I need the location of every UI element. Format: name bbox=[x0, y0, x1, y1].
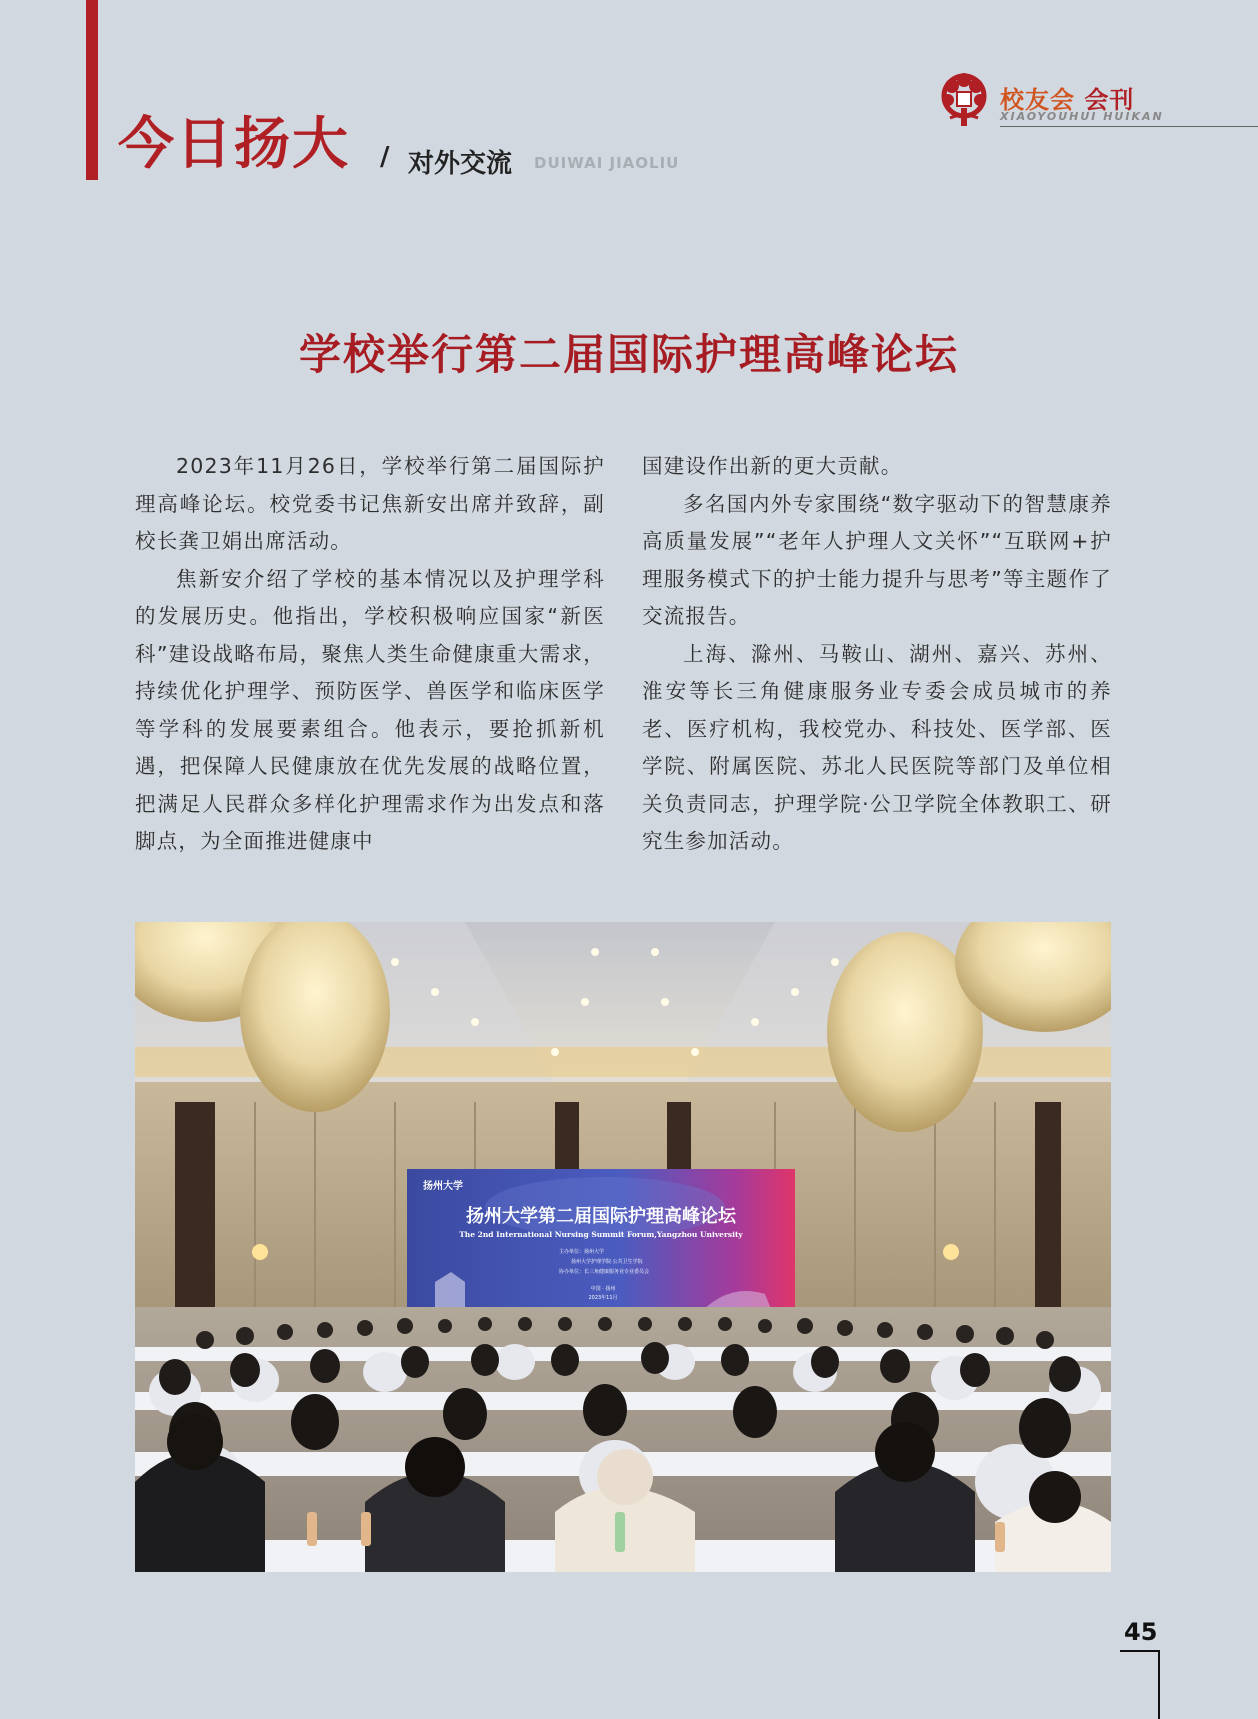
screen-title-en: The 2nd International Nursing Summit Forum,Yangzhou University bbox=[459, 1230, 743, 1239]
screen-assist: 协办单位：长三角健康服务业专业委员会 bbox=[559, 1269, 650, 1275]
magazine-name-pinyin: XIAOYOUHUI HUIKAN bbox=[1000, 110, 1164, 123]
article-column-left bbox=[135, 448, 605, 861]
alumni-logo-icon bbox=[938, 72, 990, 128]
section-title: 今日扬大 bbox=[118, 112, 350, 177]
header-rule bbox=[1000, 126, 1258, 127]
paragraph-continuation: 国建设作出新的更大贡献。 bbox=[642, 454, 903, 478]
screen-title-cn: 扬州大学第二届国际护理高峰论坛 bbox=[466, 1206, 736, 1227]
page-number-rule bbox=[1120, 1650, 1160, 1652]
section-subtitle-pinyin: DUIWAI JIAOLIU bbox=[534, 154, 680, 172]
paragraph: 焦新安介绍了学校的基本情况以及护理学科的发展历史。他指出，学校积极响应国家“新医科”建设战略布局，聚焦人类生命健康重大需求，持续优化护理学、预防医学、兽医学和临床医学等学科的发展要素组合。他表示，要抢抓新机遇，把保障人民健康放在优先发展的战略位置，把满足人民群众多样化护理需求作为出发点和落脚点，为全面推进健康中 bbox=[135, 566, 605, 853]
left-accent-bar bbox=[86, 0, 98, 180]
magazine-name-a: 校友会 bbox=[1000, 86, 1075, 114]
article-column-right bbox=[642, 448, 1112, 861]
article-headline: 学校举行第二届国际护理高峰论坛 bbox=[298, 330, 959, 379]
section-subtitle: 对外交流 bbox=[408, 149, 513, 179]
screen-co-host: 扬州大学护理学院·公共卫生学院 bbox=[571, 1259, 643, 1265]
paragraph: 2023年11月26日，学校举行第二届国际护理高峰论坛。校党委书记焦新安出席并致辞，副校长龚卫娟出席活动。 bbox=[135, 454, 605, 553]
magazine-name-b: 会刊 bbox=[1084, 86, 1135, 114]
screen-host: 主办单位：扬州大学 bbox=[559, 1249, 605, 1255]
section-slash: / bbox=[380, 142, 390, 172]
paragraph: 上海、滁州、马鞍山、湖州、嘉兴、苏州、淮安等长三角健康服务业专委会成员城市的养老、医疗机构，我校党办、科技处、医学部、医学院、附属医院、苏北人民医院等部门及单位相关负责同志，护理学院·公卫学院全体教职工、研究生参加活动。 bbox=[642, 641, 1112, 853]
event-photo bbox=[135, 922, 1111, 1572]
screen-place: 中国 · 扬州 bbox=[590, 1286, 616, 1292]
page-number: 45 bbox=[1124, 1618, 1158, 1646]
paragraph: 多名国内外专家围绕“数字驱动下的智慧康养高质量发展”“老年人护理人文关怀”“互联网+护理服务模式下的护士能力提升与思考”等主题作了交流报告。 bbox=[642, 491, 1112, 628]
screen-date: 2023年11月 bbox=[588, 1295, 618, 1301]
screen-school: 扬州大学 bbox=[423, 1181, 463, 1192]
page-number-rule-vertical bbox=[1158, 1650, 1160, 1719]
